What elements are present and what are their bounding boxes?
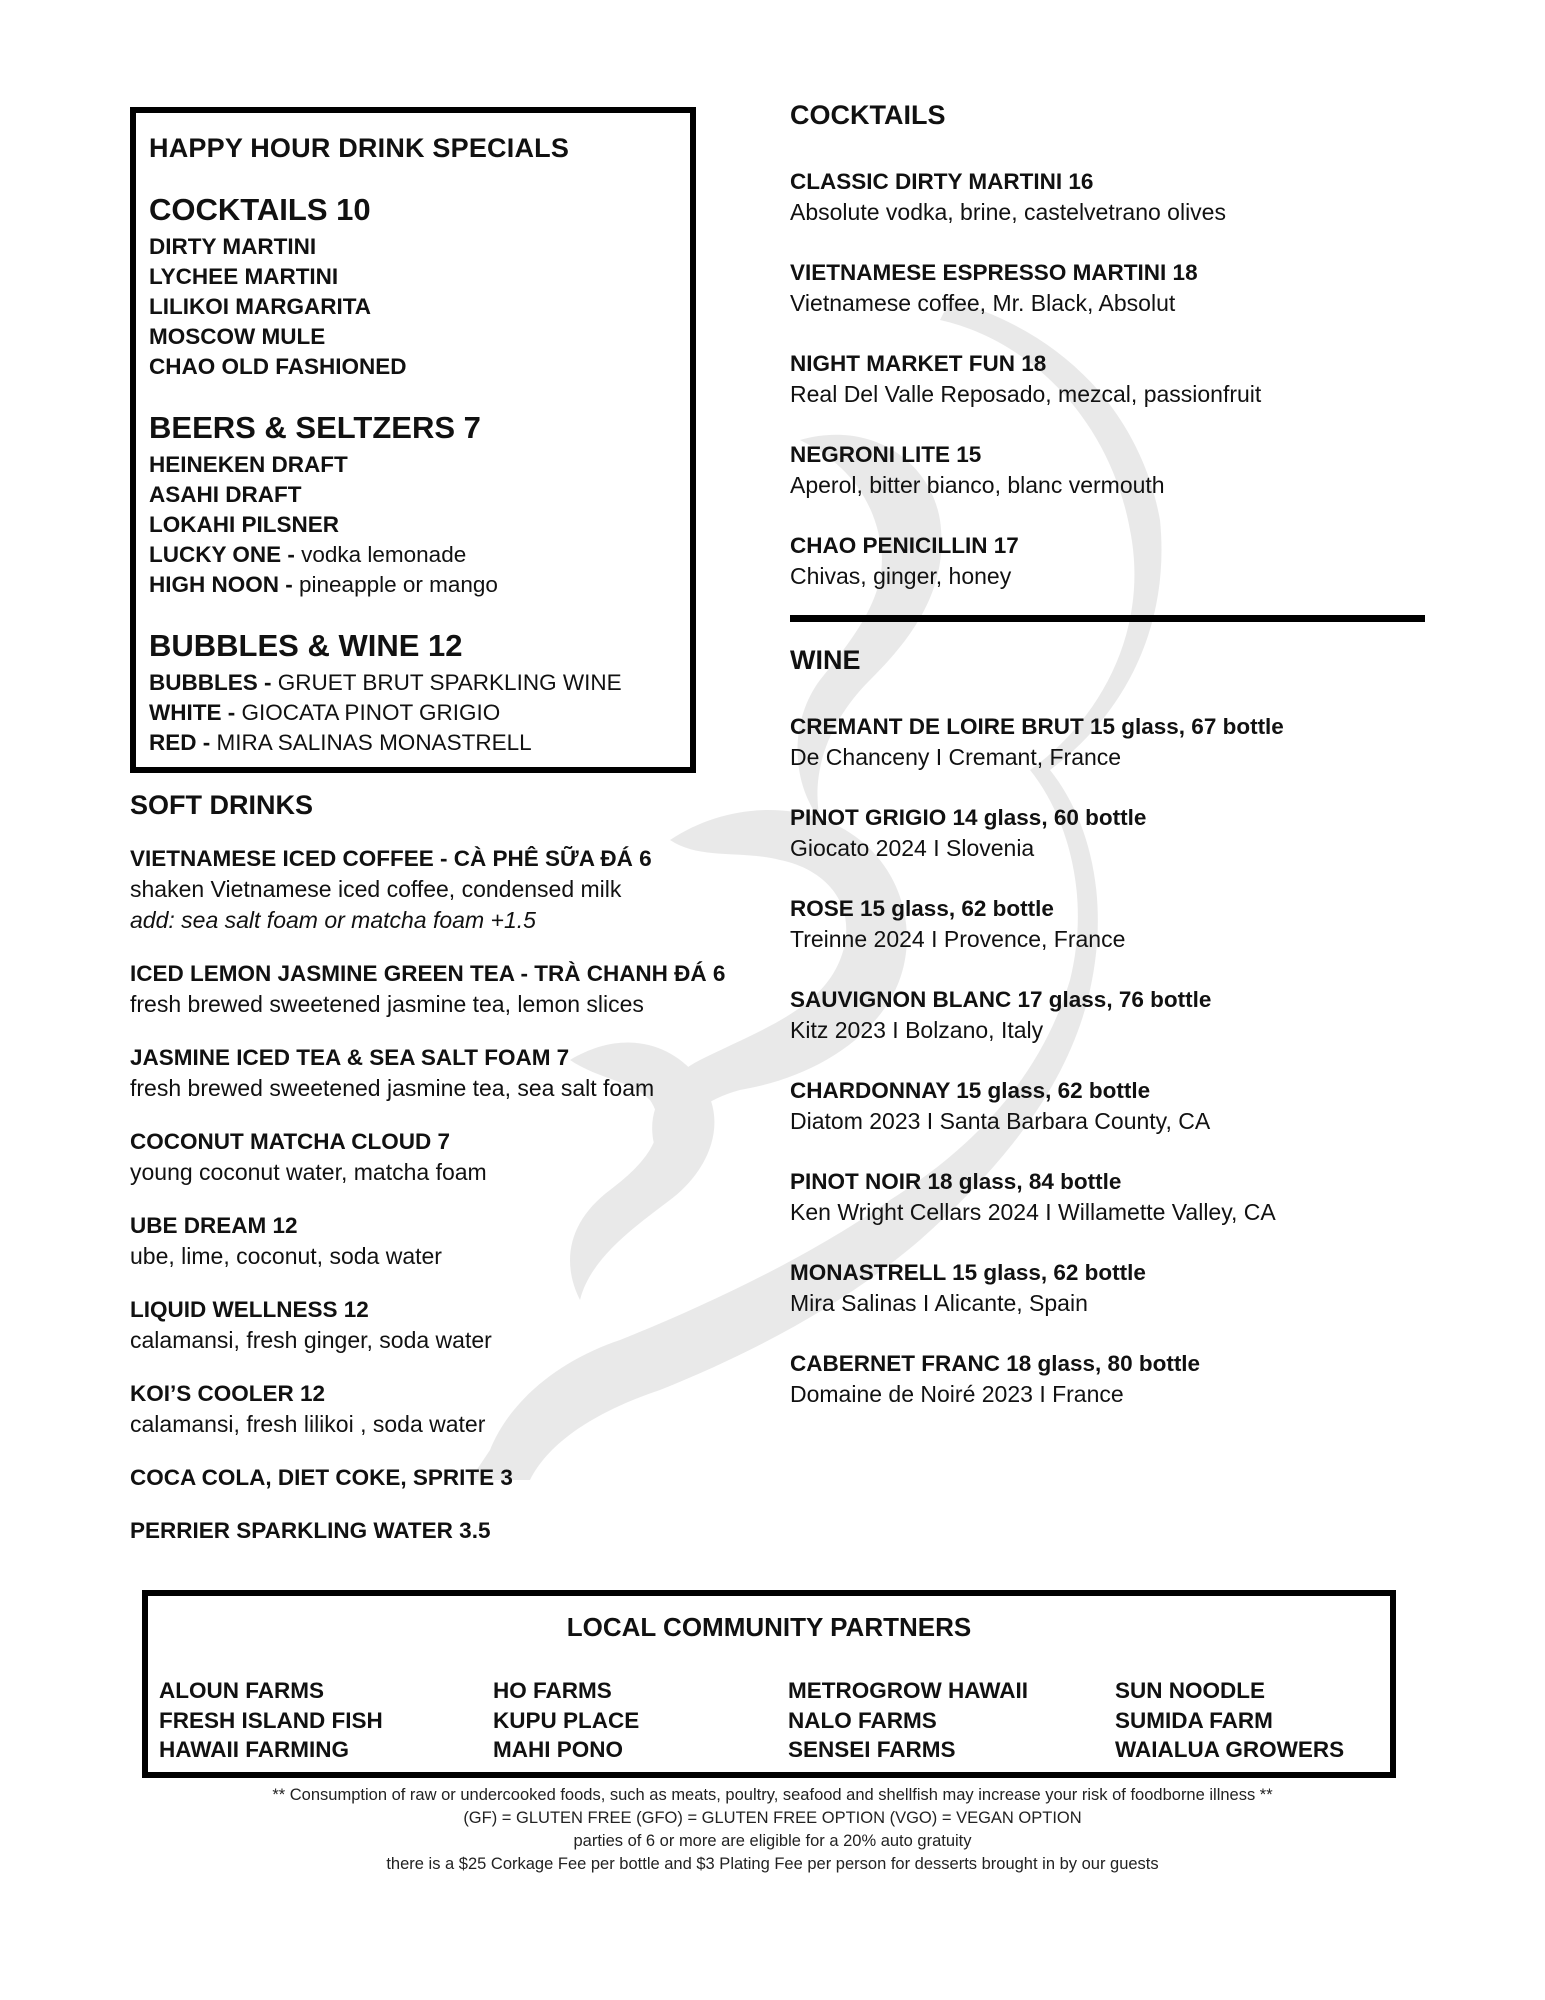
footer-notes (0, 1784, 1545, 1876)
item-name: NIGHT MARKET FUN 18 (790, 351, 1047, 376)
partner-name: WAIALUA GROWERS (1115, 1737, 1345, 1762)
item-description: calamansi, fresh lilikoi , soda water (130, 1411, 486, 1437)
list-item: HIGH NOON - pineapple or mango (149, 572, 498, 597)
partners-column (788, 1676, 1028, 1765)
item-name: VIETNAMESE ICED COFFEE - CÀ PHÊ SỮA ĐÁ 6 (130, 846, 652, 871)
menu-item (130, 1042, 780, 1104)
partner-name: METROGROW HAWAII (788, 1678, 1028, 1703)
soft-drinks-section (130, 790, 780, 1568)
list-item: ASAHI DRAFT (149, 482, 302, 507)
menu-item (790, 802, 1430, 864)
item-name: JASMINE ICED TEA & SEA SALT FOAM 7 (130, 1045, 570, 1070)
partner-name: SUMIDA FARM (1115, 1707, 1273, 1733)
item-name: ROSE 15 glass, 62 bottle (790, 896, 1054, 921)
list-item: LUCKY ONE - vodka lemonade (149, 542, 467, 567)
item-name: UBE DREAM 12 (130, 1213, 298, 1238)
cocktails-section (790, 100, 1430, 621)
menu-item (130, 843, 780, 936)
item-description: Vietnamese coffee, Mr. Black, Absolut (790, 290, 1176, 316)
item-name: PINOT GRIGIO 14 glass, 60 bottle (790, 805, 1147, 830)
item-name: CABERNET FRANC 18 glass, 80 bottle (790, 1351, 1201, 1376)
item-description: Absolute vodka, brine, castelvetrano olives (790, 199, 1226, 225)
list-item: BUBBLES - GRUET BRUT SPARKLING WINE (149, 670, 622, 695)
menu-item (790, 348, 1430, 410)
list-item: CHAO OLD FASHIONED (149, 354, 407, 379)
happy-hour-beers (149, 410, 677, 600)
partner-name: SENSEI FARMS (788, 1737, 956, 1762)
partner-name: HO FARMS (493, 1678, 612, 1703)
community-partners-box (142, 1590, 1396, 1778)
item-name: CREMANT DE LOIRE BRUT 15 glass, 67 bottle (790, 714, 1284, 739)
soft-drinks-title: SOFT DRINKS (130, 790, 314, 820)
menu-item (130, 1294, 780, 1356)
item-name: MONASTRELL 15 glass, 62 bottle (790, 1260, 1146, 1285)
menu-item (790, 530, 1430, 592)
menu-item (790, 893, 1430, 955)
item-description: fresh brewed sweetened jasmine tea, sea salt foam (130, 1075, 655, 1101)
section-heading: COCKTAILS 10 (149, 192, 371, 227)
item-name: VIETNAMESE ESPRESSO MARTINI 18 (790, 260, 1198, 285)
menu-item (790, 166, 1430, 228)
item-description: De Chanceny I Cremant, France (790, 744, 1122, 770)
menu-item (130, 1126, 780, 1188)
item-description: Giocato 2024 I Slovenia (790, 835, 1035, 861)
menu-item (790, 1075, 1430, 1137)
menu-item (790, 711, 1430, 773)
footer-line: (GF) = GLUTEN FREE (GFO) = GLUTEN FREE OPTION (VGO) = VEGAN OPTION (463, 1809, 1082, 1827)
section-heading: BUBBLES & WINE 12 (149, 628, 463, 663)
partner-name: HAWAII FARMING (159, 1737, 349, 1762)
happy-hour-title: HAPPY HOUR DRINK SPECIALS (149, 133, 570, 163)
partners-column (1115, 1676, 1344, 1765)
item-description: Treinne 2024 I Provence, France (790, 926, 1126, 952)
wine-section (790, 645, 1430, 1439)
item-description: ube, lime, coconut, soda water (130, 1243, 442, 1269)
partners-title: LOCAL COMMUNITY PARTNERS (566, 1612, 972, 1642)
item-name: CHAO PENICILLIN 17 (790, 533, 1019, 558)
menu-item (790, 257, 1430, 319)
item-name: LIQUID WELLNESS 12 (130, 1297, 369, 1322)
partner-name: ALOUN FARMS (159, 1678, 324, 1703)
item-description: Aperol, bitter bianco, blanc vermouth (790, 472, 1165, 498)
partner-name: SUN NOODLE (1115, 1678, 1266, 1703)
list-item: HEINEKEN DRAFT (149, 452, 348, 477)
item-description: Chivas, ginger, honey (790, 563, 1012, 589)
cocktails-title: COCKTAILS (790, 100, 946, 130)
item-description: calamansi, fresh ginger, soda water (130, 1327, 492, 1353)
footer-line: ** Consumption of raw or undercooked foods, such as meats, poultry, seafood and shellfish may increase your risk of foodborne illness ** (272, 1786, 1273, 1804)
item-name: CHARDONNAY 15 glass, 62 bottle (790, 1078, 1151, 1103)
item-name: NEGRONI LITE 15 (790, 442, 982, 467)
item-name: COCA COLA, DIET COKE, SPRITE 3 (130, 1465, 513, 1490)
happy-hour-wine (149, 628, 677, 758)
happy-hour-box (130, 107, 696, 773)
partner-name: MAHI PONO (493, 1737, 624, 1762)
wine-title: WINE (790, 645, 861, 675)
section-divider (790, 615, 1425, 622)
item-name: SAUVIGNON BLANC 17 glass, 76 bottle (790, 987, 1212, 1012)
menu-item (130, 1462, 780, 1493)
menu-item (130, 958, 780, 1020)
item-description: Kitz 2023 I Bolzano, Italy (790, 1017, 1044, 1043)
menu-item (790, 984, 1430, 1046)
item-description: shaken Vietnamese iced coffee, condensed milk (130, 876, 622, 902)
list-item: DIRTY MARTINI (149, 234, 317, 259)
list-item: LOKAHI PILSNER (149, 512, 340, 537)
menu-item (790, 439, 1430, 501)
menu-item (130, 1378, 780, 1440)
list-item: MOSCOW MULE (149, 324, 326, 349)
item-description: fresh brewed sweetened jasmine tea, lemon slices (130, 991, 644, 1017)
item-description: Domaine de Noiré 2023 I France (790, 1381, 1124, 1407)
partners-column (493, 1676, 639, 1765)
partners-column (159, 1676, 383, 1765)
partner-name: NALO FARMS (788, 1707, 937, 1733)
item-name: ICED LEMON JASMINE GREEN TEA - TRÀ CHANH ĐÁ 6 (130, 961, 726, 986)
item-name: KOI’S COOLER 12 (130, 1381, 326, 1406)
menu-item (790, 1166, 1430, 1228)
item-name: PINOT NOIR 18 glass, 84 bottle (790, 1169, 1122, 1194)
list-item: LYCHEE MARTINI (149, 264, 339, 289)
item-name: COCONUT MATCHA CLOUD 7 (130, 1129, 450, 1154)
happy-hour-cocktails (149, 192, 677, 382)
item-description: Ken Wright Cellars 2024 I Willamette Valley, CA (790, 1199, 1276, 1225)
item-description: Mira Salinas I Alicante, Spain (790, 1290, 1088, 1316)
item-addon: add: sea salt foam or matcha foam +1.5 (130, 907, 536, 933)
section-heading: BEERS & SELTZERS 7 (149, 410, 481, 445)
footer-line: parties of 6 or more are eligible for a 20% auto gratuity (573, 1832, 972, 1850)
item-name: PERRIER SPARKLING WATER 3.5 (130, 1518, 491, 1543)
menu-item (130, 1210, 780, 1272)
partner-name: KUPU PLACE (493, 1707, 640, 1733)
menu-item (790, 1257, 1430, 1319)
list-item: RED - MIRA SALINAS MONASTRELL (149, 730, 532, 755)
item-description: young coconut water, matcha foam (130, 1159, 487, 1185)
partner-name: FRESH ISLAND FISH (159, 1707, 383, 1733)
list-item: LILIKOI MARGARITA (149, 294, 372, 319)
menu-item (130, 1515, 780, 1546)
list-item: WHITE - GIOCATA PINOT GRIGIO (149, 700, 501, 725)
item-description: Real Del Valle Reposado, mezcal, passionfruit (790, 381, 1262, 407)
menu-item (790, 1348, 1430, 1410)
item-description: Diatom 2023 I Santa Barbara County, CA (790, 1108, 1211, 1134)
item-name: CLASSIC DIRTY MARTINI 16 (790, 169, 1094, 194)
footer-line: there is a $25 Corkage Fee per bottle and $3 Plating Fee per person for desserts brought in by our guests (386, 1855, 1159, 1873)
